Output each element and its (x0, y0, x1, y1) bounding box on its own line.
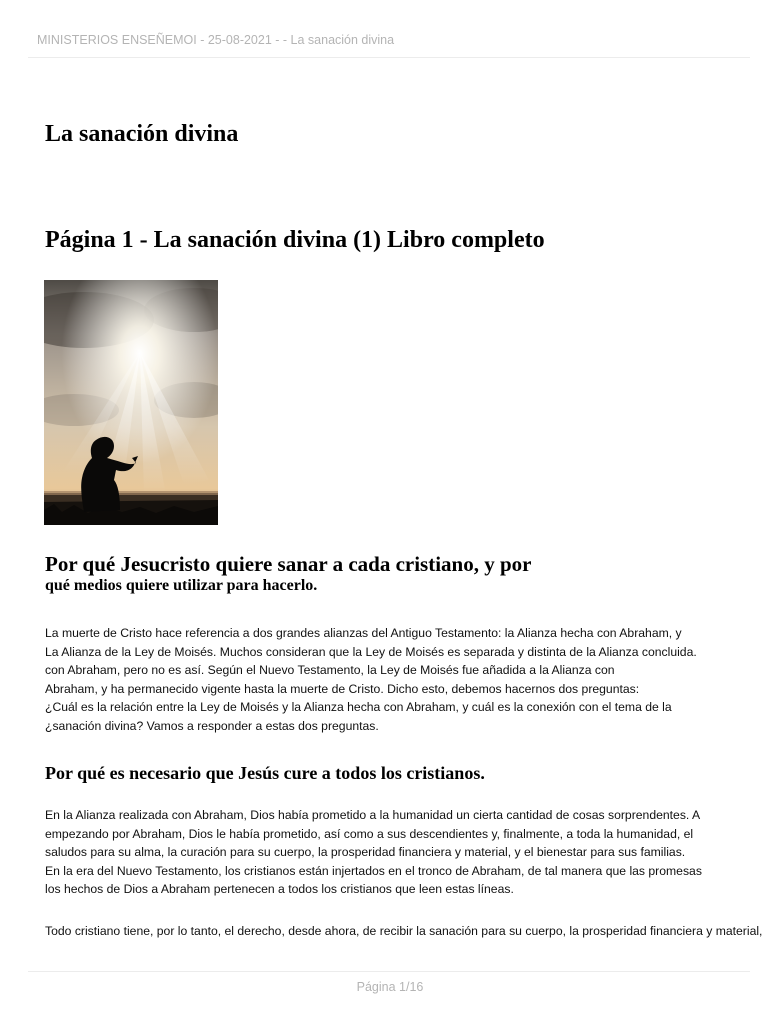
paragraph-line: Abraham, y ha permanecido vigente hasta la muerte de Cristo. Dicho esto, debemos hacernos dos preguntas: (45, 681, 640, 696)
paragraph-line: La muerte de Cristo hace referencia a dos grandes alianzas del Antiguo Testamento: la Alianza hecha con Abraham, y (45, 626, 682, 640)
paragraph-line: ¿sanación divina? Vamos a responder a estas dos preguntas. (45, 718, 379, 733)
section-heading: Por qué Jesucristo quiere sanar a cada cristiano, y por (45, 552, 532, 576)
paragraph-abraham-covenant (45, 806, 702, 899)
paragraph-line: ¿Cuál es la relación entre la Ley de Moisés y la Alianza hecha con Abraham, y cuál es la conexión con el tema de la (45, 700, 672, 715)
paragraph-alliances (45, 624, 697, 736)
paragraph-line: saludos para su alma, la curación para su cuerpo, la prosperidad financiera y material, y el bienestar para sus familias. (45, 845, 686, 860)
footer-divider (28, 971, 750, 972)
paragraph-line: Todo cristiano tiene, por lo tanto, el derecho, desde ahora, de recibir la sanación para su cuerpo, la prosperidad financiera y material, (45, 924, 763, 938)
header-divider (28, 57, 750, 58)
paragraph-line: En la era del Nuevo Testamento, los cristianos están injertados en el tronco de Abraham, de tal manera que las promesas (45, 863, 702, 878)
page-subtitle: Página 1 - La sanación divina (1) Libro completo (45, 227, 545, 253)
paragraph-line: empezando por Abraham, Dios le había prometido, así como a sus descendientes y, finalmente, a toda la humanidad, el (45, 826, 694, 841)
praying-silhouette-image (44, 280, 218, 525)
paragraph-line: En la Alianza realizada con Abraham, Dios había prometido a la humanidad un cierta cantidad de cosas sorprendentes. A (45, 808, 701, 822)
paragraph-line: La Alianza de la Ley de Moisés. Muchos consideran que la Ley de Moisés es separada y distinta de la Alianza concluida. (45, 644, 697, 659)
paragraph-line: con Abraham, pero no es así. Según el Nuevo Testamento, la Ley de Moisés fue añadida a la Alianza con (45, 663, 615, 678)
page-number: Página 1/16 (356, 980, 424, 994)
page-title: La sanación divina (45, 121, 239, 147)
paragraph-line: los hechos de Dios a Abraham pertenecen a todos los cristianos que leen estas líneas. (45, 882, 514, 897)
section-heading-continuation: qué medios quiere utilizar para hacerlo. (45, 577, 318, 594)
running-header: MINISTERIOS ENSEÑEMOI - 25-08-2021 - - La sanación divina (37, 33, 395, 47)
subheading: Por qué es necesario que Jesús cure a todos los cristianos. (45, 763, 485, 783)
paragraph-christian-right (45, 922, 762, 941)
